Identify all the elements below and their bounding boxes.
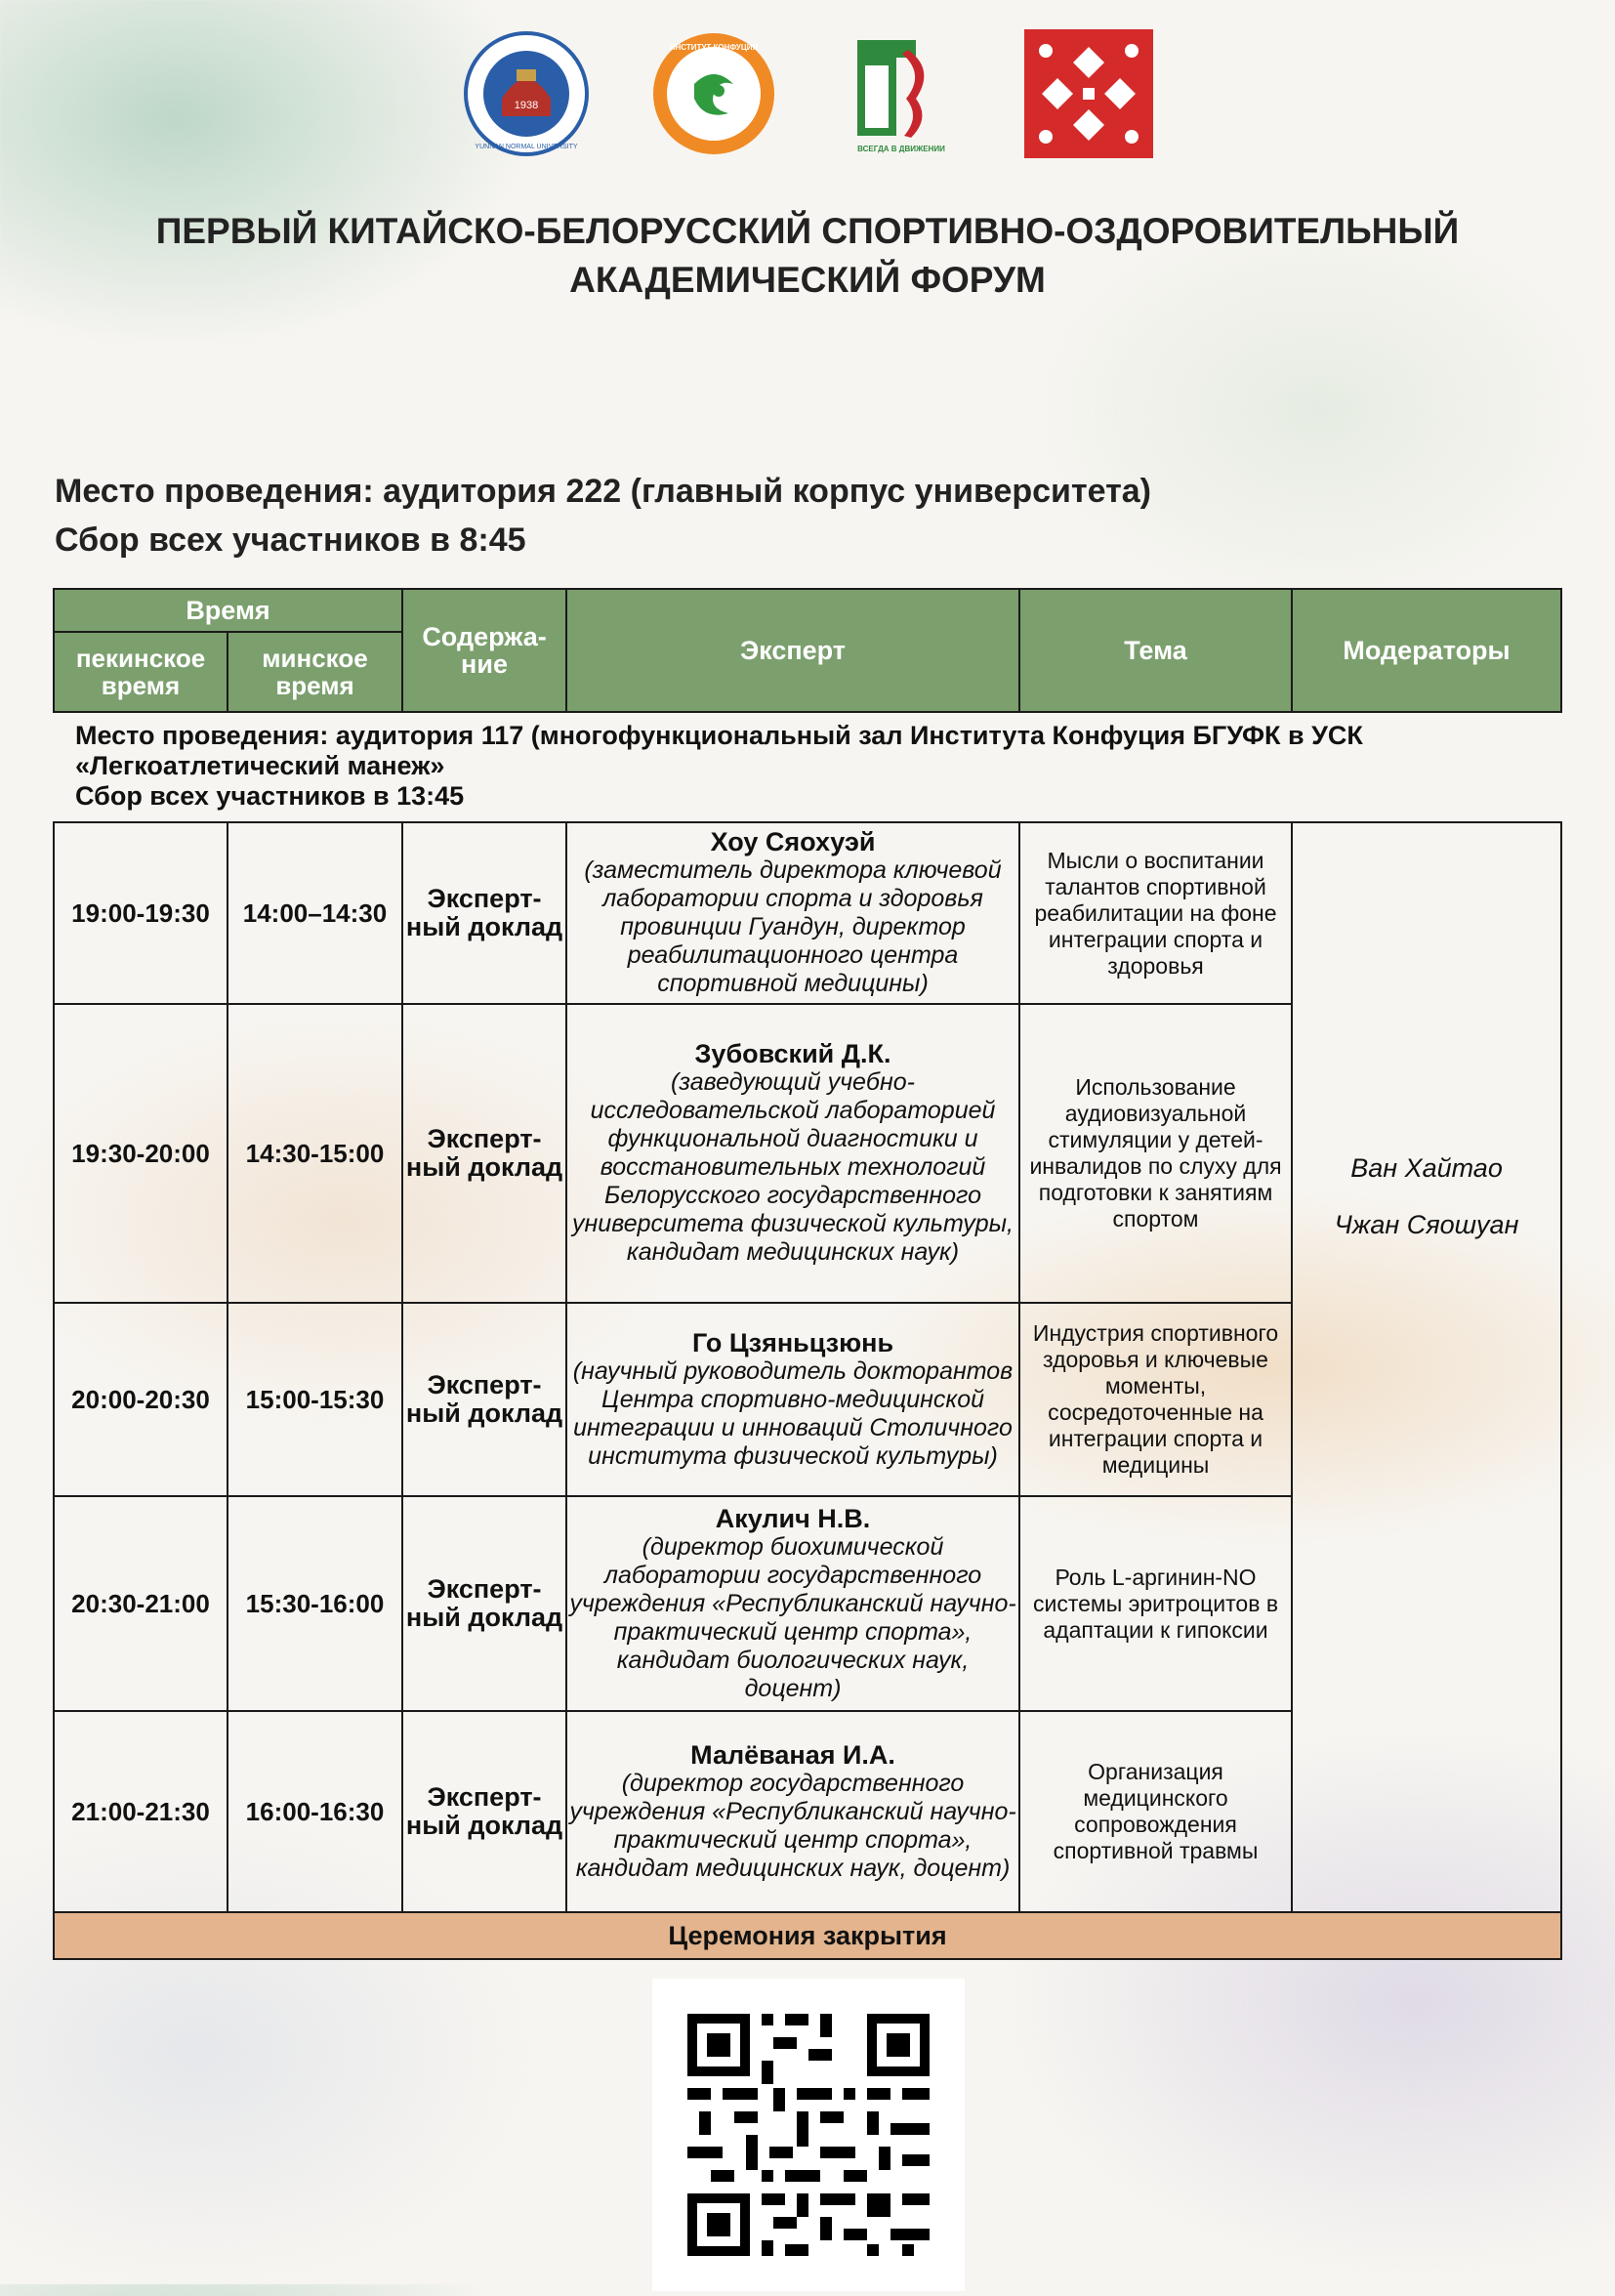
topic: Мысли о воспитании талантов спортивной реабилитации на фоне интеграции спорта и здоровья xyxy=(1019,822,1292,1004)
title-line-2: АКАДЕМИЧЕСКИЙ ФОРУМ xyxy=(569,260,1046,300)
minsk-time: 15:30-16:00 xyxy=(228,1496,402,1711)
logo-year: 1938 xyxy=(514,100,539,111)
table-row xyxy=(54,822,1561,1004)
venue-notice xyxy=(54,712,1561,822)
header-content: Содержа-ние xyxy=(402,589,566,712)
minsk-time: 14:30-15:00 xyxy=(228,1004,402,1303)
topic: Организация медицинского сопровождения спортивной травмы xyxy=(1019,1711,1292,1912)
gathering-time: Сбор всех участников в 8:45 xyxy=(55,522,526,559)
notice-line-3: Сбор всех участников в 13:45 xyxy=(75,781,465,811)
content-type: Эксперт-ный доклад xyxy=(402,1303,566,1496)
logo-bar xyxy=(0,27,1615,160)
venue-line: Место проведения: аудитория 222 (главный корпус университета) xyxy=(55,473,1151,510)
venue-info xyxy=(55,467,1151,564)
header-beijing-time: пекинское время xyxy=(54,632,228,712)
topic: Индустрия спортивного здоровья и ключевые моменты, сосредоточенные на интеграции спорта и медицины xyxy=(1019,1303,1292,1496)
schedule-table xyxy=(53,588,1562,1960)
expert-role: (директор государственного учреждения «Республиканский научно-практический центр спорта», кандидат медицинских наук, доцент) xyxy=(569,1769,1016,1882)
expert-cell xyxy=(566,1711,1019,1912)
moderators-cell xyxy=(1292,822,1561,1912)
expert-role: (научный руководитель докторантов Центра спортивно-медицинской интеграции и инноваций Столичного института физической культуры) xyxy=(572,1357,1014,1470)
closing-row xyxy=(54,1912,1561,1959)
expert-name: Акулич Н.В. xyxy=(715,1503,871,1533)
beijing-time: 19:30-20:00 xyxy=(54,1004,228,1303)
expert-name: Го Цзяньцзюнь xyxy=(691,1327,894,1357)
minsk-time: 16:00-16:30 xyxy=(228,1711,402,1912)
table-header-row xyxy=(54,589,1561,632)
beijing-time: 20:30-21:00 xyxy=(54,1496,228,1711)
header-expert: Эксперт xyxy=(566,589,1019,712)
header-moderators: Модераторы xyxy=(1292,589,1561,712)
sports-ornament-logo xyxy=(1022,27,1155,160)
content-type: Эксперт-ный доклад xyxy=(402,822,566,1004)
logo-caption: ИНСТИТУТ КОНФУЦИЯ xyxy=(669,43,759,52)
bgufk-logo xyxy=(835,27,968,160)
venue-notice-row xyxy=(54,712,1561,822)
content-type: Эксперт-ный доклад xyxy=(402,1004,566,1303)
notice-line-2: «Легкоатлетический манеж» xyxy=(75,751,445,780)
logo-caption: ВСЕГДА В ДВИЖЕНИИ xyxy=(857,145,945,153)
expert-role: (директор биохимической лаборатории государственного учреждения «Республиканский научно-практический центр спорта», кандидат биологических наук, доцент) xyxy=(569,1532,1016,1702)
expert-role: (заведующий учебно-исследовательской лабораторией функциональной диагностики и восстановительных технологий Белорусского государственного университета физической культуры, кандидат медицинских наук) xyxy=(572,1068,1014,1266)
expert-cell xyxy=(566,1496,1019,1711)
topic: Использование аудиовизуальной стимуляции у детей-инвалидов по слуху для подготовки к занятиям спортом xyxy=(1019,1004,1292,1303)
header-topic: Тема xyxy=(1019,589,1292,712)
expert-cell xyxy=(566,822,1019,1004)
closing-ceremony: Церемония закрытия xyxy=(54,1912,1561,1959)
topic: Роль L-аргинин-NO системы эритроцитов в адаптации к гипоксии xyxy=(1019,1496,1292,1711)
expert-name: Малёваная И.А. xyxy=(690,1739,895,1770)
expert-cell xyxy=(566,1004,1019,1303)
content-type: Эксперт-ный доклад xyxy=(402,1711,566,1912)
moderator-2: Чжан Сяошуан xyxy=(1334,1210,1519,1239)
expert-role: (заместитель директора ключевой лаборатории спорта и здоровья провинции Гуандун, директор реабилитационного центра спортивной медицины) xyxy=(584,856,1002,997)
moderator-1: Ван Хайтао xyxy=(1350,1153,1503,1183)
header-minsk-time: минское время xyxy=(228,632,402,712)
yunnan-normal-university-logo xyxy=(460,27,593,160)
beijing-time: 20:00-20:30 xyxy=(54,1303,228,1496)
expert-name: Хоу Сяохуэй xyxy=(710,827,876,856)
qr-code-icon xyxy=(652,1979,965,2291)
page-title xyxy=(39,207,1576,305)
minsk-time: 15:00-15:30 xyxy=(228,1303,402,1496)
logo-caption: YUNNAN NORMAL UNIVERSITY xyxy=(475,144,578,150)
header-time: Время xyxy=(54,589,402,632)
confucius-institute-logo xyxy=(647,27,780,160)
qr-code[interactable] xyxy=(652,1979,965,2291)
beijing-time: 21:00-21:30 xyxy=(54,1711,228,1912)
notice-line-1: Место проведения: аудитория 117 (многофункциональный зал Института Конфуция БГУФК в УСК xyxy=(75,721,1363,750)
expert-cell xyxy=(566,1303,1019,1496)
title-line-1: ПЕРВЫЙ КИТАЙСКО-БЕЛОРУССКИЙ СПОРТИВНО-ОЗДОРОВИТЕЛЬНЫЙ xyxy=(155,211,1460,251)
expert-name: Зубовский Д.К. xyxy=(694,1039,891,1068)
content-type: Эксперт-ный доклад xyxy=(402,1496,566,1711)
beijing-time: 19:00-19:30 xyxy=(54,822,228,1004)
minsk-time: 14:00–14:30 xyxy=(228,822,402,1004)
